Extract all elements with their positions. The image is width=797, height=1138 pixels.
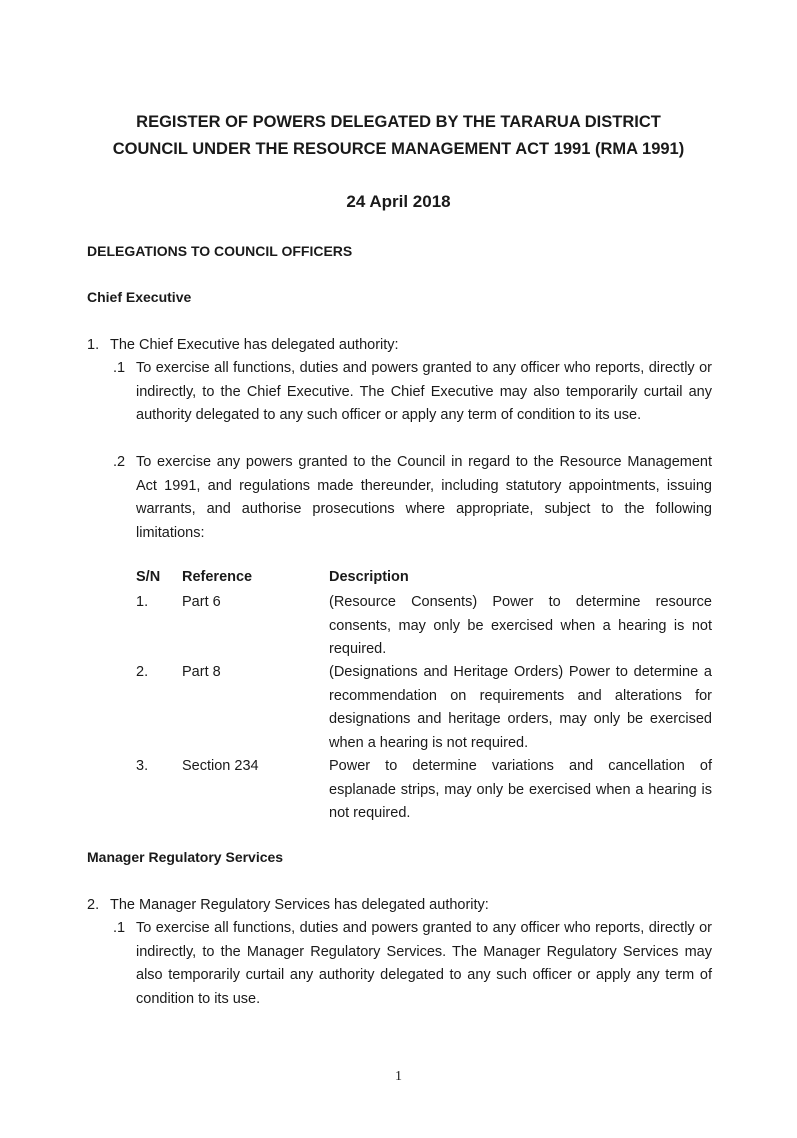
item-2-1-number: .1 (113, 920, 126, 936)
table-row-2-reference: Part 8 (182, 664, 221, 680)
item-2-number: 2. (87, 897, 100, 913)
table-row-1-description: (Resource Consents) Power to determine resource consents, may only be exercised when a hearing is not required. (329, 594, 712, 657)
table-row-1-sn: 1. (136, 594, 149, 610)
item-1-text: The Chief Executive has delegated authority: (110, 337, 399, 353)
item-1-2-number: .2 (113, 454, 126, 470)
table-row-3-description: Power to determine variations and cancellation of esplanade strips, may only be exercised when a hearing is not required. (329, 758, 712, 821)
item-1-2-text: To exercise any powers granted to the Council in regard to the Resource Management Act 1991, and regulations made thereunder, including statutory appointments, issuing warrants, and authorise prosecutions where appropriate, subject to the following limitations: (136, 454, 712, 541)
table-row-2-description: (Designations and Heritage Orders) Power to determine a recommendation on requirements and alterations for designations and heritage orders, may only be exercised when a hearing is not required. (329, 664, 712, 751)
table-row-1-reference: Part 6 (182, 594, 221, 610)
title-line-2: COUNCIL UNDER THE RESOURCE MANAGEMENT ACT 1991 (RMA 1991) (112, 140, 685, 158)
item-1 (87, 334, 99, 358)
section-heading: DELEGATIONS TO COUNCIL OFFICERS (87, 243, 353, 259)
item-2-1-text: To exercise all functions, duties and powers granted to any officer who reports, directly or indirectly, to the Manager Regulatory Services. The Manager Regulatory Services may also temporarily curtail any authority delegated to any such officer or apply any term of condition to its use. (136, 920, 712, 1007)
manager-regulatory-heading: Manager Regulatory Services (87, 849, 284, 865)
item-1-1-number: .1 (113, 360, 126, 376)
table-row-3-sn: 3. (136, 758, 149, 774)
item-2-text: The Manager Regulatory Services has delegated authority: (110, 897, 489, 913)
table-header-sn: S/N (136, 569, 161, 585)
title-line-1: REGISTER OF POWERS DELEGATED BY THE TARARUA DISTRICT (136, 113, 661, 131)
item-1-1-text: To exercise all functions, duties and powers granted to any officer who reports, directly or indirectly, to the Chief Executive. The Chief Executive may also temporarily curtail any authority delegated to any such officer or apply any term of condition to its use. (136, 360, 712, 423)
item-1-number: 1. (87, 337, 100, 353)
page-number: 1 (395, 1069, 402, 1084)
table-row-2-sn: 2. (136, 664, 149, 680)
chief-executive-heading: Chief Executive (87, 289, 192, 305)
table-header-reference: Reference (182, 569, 253, 585)
table-row-3-reference: Section 234 (182, 758, 259, 774)
table-header-description: Description (329, 569, 409, 585)
document-date: 24 April 2018 (346, 192, 451, 211)
document-title (60, 109, 737, 163)
